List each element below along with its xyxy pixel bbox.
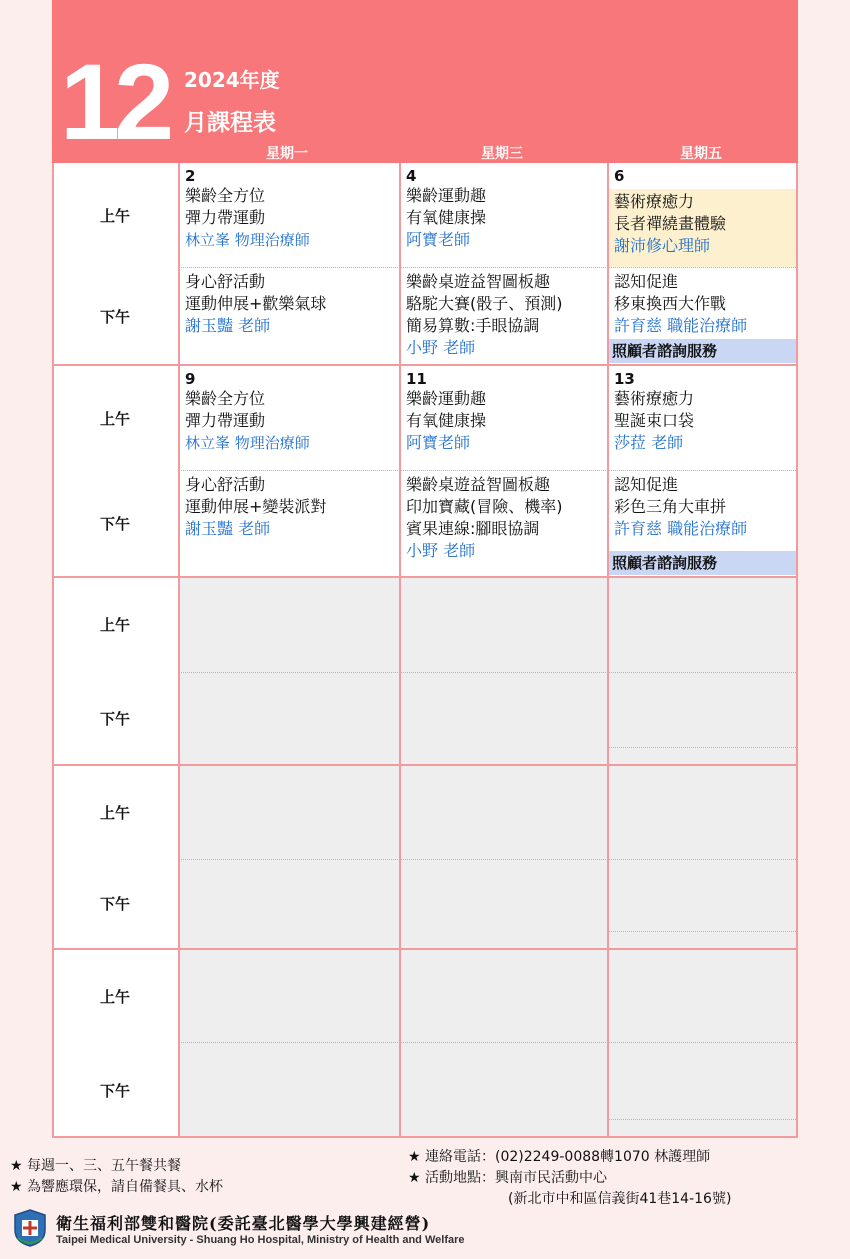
- class-title: 樂齡全方位: [185, 389, 266, 408]
- date-label: 4: [406, 167, 417, 185]
- date-label: 6: [614, 167, 625, 185]
- contact-phone: ★ 連絡電話：(02)2249-0088轉1070 林護理師: [408, 1149, 711, 1165]
- caregiver-service-badge: 照顧者諮詢服務: [608, 339, 798, 363]
- period-label-am: 上午: [99, 616, 130, 634]
- empty-cell: [401, 766, 607, 948]
- day-header-wed: 星期三: [481, 146, 523, 162]
- class-cell: [180, 163, 399, 267]
- class-subtitle: 彩色三角大車拼: [614, 497, 727, 516]
- teacher-name: 謝玉豔 老師: [185, 316, 271, 335]
- hospital-branding: [12, 1208, 465, 1248]
- divider: [609, 1119, 798, 1120]
- empty-cell: [180, 766, 399, 948]
- teacher-name: 謝沛修心理師: [614, 236, 711, 255]
- column-divider: [52, 163, 54, 1138]
- caregiver-service-badge: 照顧者諮詢服務: [608, 551, 798, 575]
- teacher-name: 許育慈 職能治療師: [614, 519, 748, 538]
- hospital-logo-icon: [12, 1208, 48, 1248]
- class-title: 身心舒活動: [185, 272, 266, 291]
- period-label-pm: 下午: [99, 709, 130, 728]
- empty-cell: [609, 766, 798, 948]
- date-label: 13: [614, 370, 635, 388]
- class-subtitle: 移東換西大作戰: [614, 294, 727, 313]
- page-title: 月課程表: [184, 110, 276, 136]
- divider: [178, 859, 798, 860]
- class-cell: [180, 267, 399, 365]
- org-name-en: Taipei Medical University - Shuang Ho Hospital, Ministry of Health and Welfare: [56, 1233, 465, 1246]
- day-header-mon: 星期一: [266, 146, 308, 162]
- class-cell: [180, 470, 399, 576]
- class-subtitle: 賓果連線:腳眼協調: [406, 519, 540, 538]
- class-cell: [401, 163, 607, 267]
- period-label-am: 上午: [99, 804, 130, 822]
- empty-cell: [609, 578, 798, 764]
- teacher-name: 許育慈 職能治療師: [614, 316, 748, 335]
- date-label: 9: [185, 370, 196, 388]
- empty-cell: [180, 950, 399, 1136]
- period-label-am: 上午: [99, 987, 130, 1006]
- class-cell: [401, 267, 607, 365]
- schedule-grid: [52, 163, 798, 1138]
- divider: [178, 672, 798, 673]
- footer-contact: [408, 1147, 731, 1210]
- contact-location: ★ 活動地點：興南市民活動中心: [408, 1170, 608, 1186]
- column-divider: [607, 163, 609, 1138]
- class-cell: [609, 163, 798, 267]
- class-subtitle: 運動伸展+歡樂氣球: [185, 294, 327, 313]
- teacher-name: 小野 老師: [406, 541, 476, 560]
- bottom-border: [52, 1136, 798, 1138]
- class-cell: [401, 366, 607, 470]
- class-title: 樂齡運動趣: [406, 186, 487, 205]
- column-divider: [178, 163, 180, 1138]
- footer-notes: [10, 1156, 223, 1198]
- column-divider: [399, 163, 401, 1138]
- day-header-fri: 星期五: [680, 146, 722, 162]
- class-title: 樂齡運動趣: [406, 389, 487, 408]
- class-title: 藝術療癒力: [614, 389, 695, 408]
- class-title: 認知促進: [614, 272, 679, 291]
- class-cell: [609, 267, 798, 339]
- class-title: 認知促進: [614, 475, 679, 494]
- divider: [178, 1042, 798, 1043]
- empty-cell: [401, 578, 607, 764]
- class-cell: [401, 470, 607, 576]
- teacher-name: 林立峯 物理治療師: [185, 231, 310, 249]
- class-subtitle: 駱駝大賽(骰子、預測): [406, 294, 563, 313]
- org-name-cn: 衛生福利部雙和醫院(委託臺北醫學大學興建經營): [56, 1213, 431, 1233]
- class-cell: [609, 470, 798, 550]
- class-subtitle: 長者禪繞畫體驗: [614, 214, 727, 233]
- date-label: 11: [406, 370, 427, 388]
- empty-cell: [180, 578, 399, 764]
- period-label-pm: 下午: [99, 895, 130, 913]
- teacher-name: 阿寶老師: [406, 230, 471, 249]
- class-subtitle: 彈力帶運動: [185, 208, 266, 227]
- period-label-pm: 下午: [99, 514, 130, 533]
- teacher-name: 小野 老師: [406, 338, 476, 357]
- empty-cell: [609, 950, 798, 1136]
- note-line: ★ 為響應環保，請自備餐具、水杯: [10, 1179, 224, 1195]
- period-label-pm: 下午: [99, 1081, 130, 1100]
- teacher-name: 林立峯 物理治療師: [185, 434, 310, 452]
- note-line: ★ 每週一、三、五午餐共餐: [10, 1158, 182, 1174]
- class-title: 樂齡桌遊益智圖板趣: [406, 475, 551, 494]
- class-title: 樂齡桌遊益智圖板趣: [406, 272, 551, 291]
- period-label-pm: 下午: [99, 307, 130, 326]
- date-label: 2: [185, 167, 196, 185]
- class-title: 身心舒活動: [185, 475, 266, 494]
- teacher-name: 莎菈 老師: [614, 433, 684, 452]
- divider: [609, 747, 798, 748]
- class-subtitle: 聖誕束口袋: [614, 411, 695, 430]
- class-title: 樂齡全方位: [185, 186, 266, 205]
- class-subtitle: 運動伸展+變裝派對: [185, 497, 327, 516]
- divider: [609, 931, 798, 932]
- month-number: 12: [60, 41, 169, 162]
- contact-address: (新北市中和區信義街41巷14-16號): [508, 1191, 732, 1207]
- year-label: 2024年度: [184, 68, 280, 92]
- class-subtitle: 有氧健康操: [406, 208, 487, 227]
- class-subtitle: 簡易算數:手眼協調: [406, 316, 540, 335]
- teacher-name: 阿寶老師: [406, 433, 471, 452]
- empty-cell: [401, 950, 607, 1136]
- class-title: 藝術療癒力: [614, 192, 695, 211]
- class-cell: [180, 366, 399, 470]
- class-subtitle: 印加寶藏(冒險、機率): [406, 497, 563, 516]
- column-divider: [796, 163, 798, 1138]
- class-subtitle: 彈力帶運動: [185, 411, 266, 430]
- teacher-name: 謝玉豔 老師: [185, 519, 271, 538]
- class-subtitle: 有氧健康操: [406, 411, 487, 430]
- highlight-block: [609, 189, 798, 267]
- class-cell: [609, 366, 798, 470]
- period-label-am: 上午: [99, 409, 130, 428]
- period-label-am: 上午: [99, 206, 130, 225]
